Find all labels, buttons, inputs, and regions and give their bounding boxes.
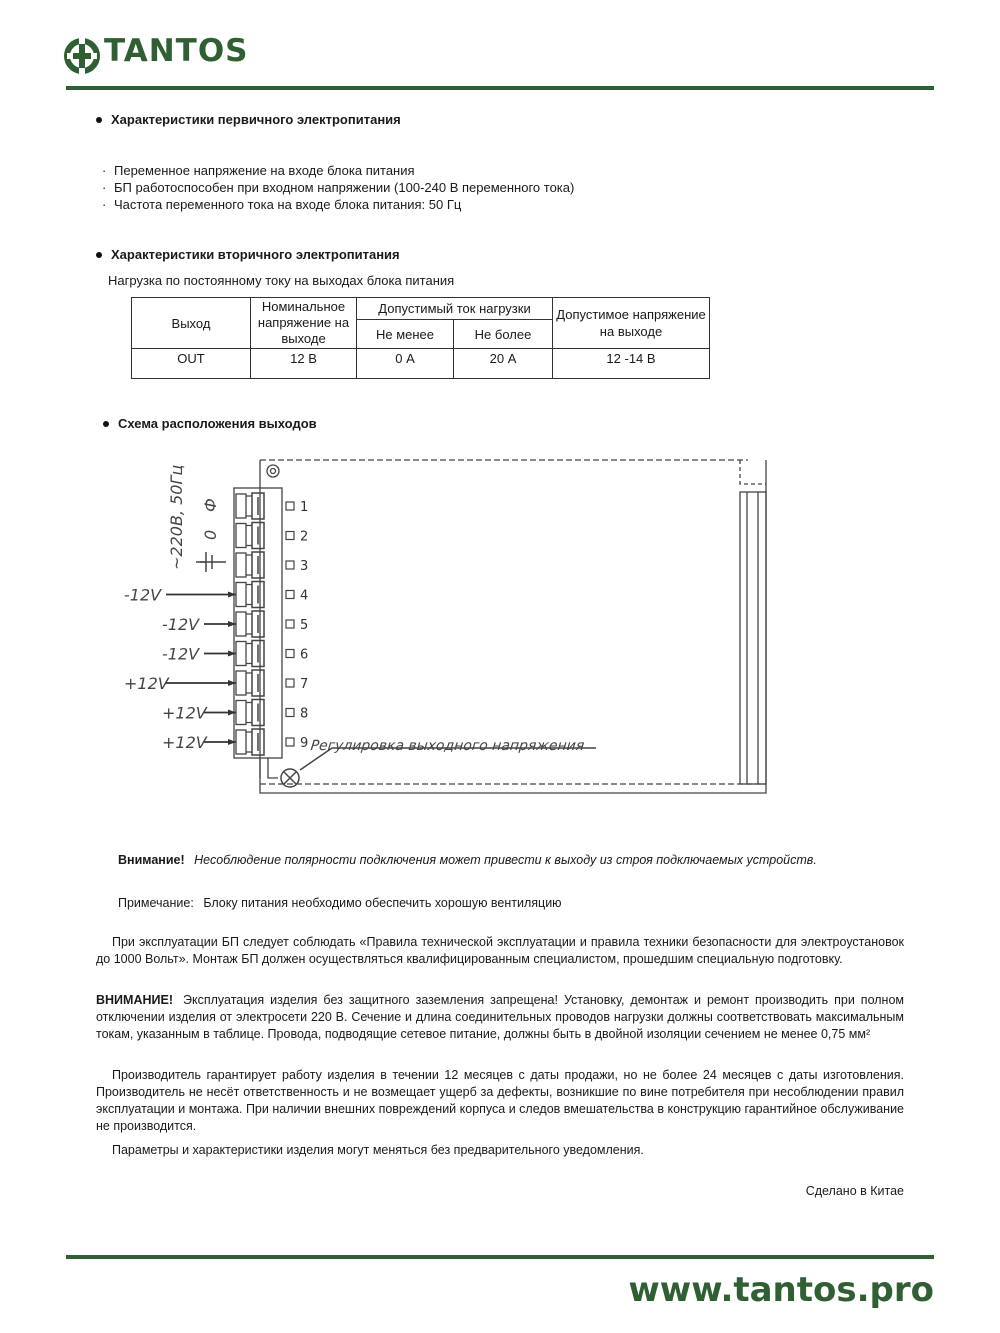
terminal-number: 4: [300, 588, 309, 604]
list-item: · Частота переменного тока на входе блока питания: 50 Гц: [102, 197, 462, 212]
terminal-number: 5: [300, 618, 309, 633]
input-label-zero: 0: [201, 529, 220, 540]
terminal-8: [236, 700, 308, 726]
terminal-6: [236, 641, 308, 667]
table-cell: 0 А: [357, 349, 454, 379]
terminal-2: [236, 523, 308, 549]
warning-text: Несоблюдение полярности подключения может привести к выходу из строя подключаемых устройств.: [194, 853, 817, 867]
tantos-logo-icon: [62, 36, 102, 76]
table-header: Допустимый ток нагрузки: [357, 298, 553, 320]
note-label: Примечание:: [118, 896, 194, 910]
terminal-9: [236, 729, 308, 755]
arrow-icon: [228, 710, 236, 716]
bullet-icon: [96, 252, 102, 258]
arrow-icon: [228, 739, 236, 745]
ground-screw-icon: [267, 465, 279, 477]
bullet-icon: [96, 117, 102, 123]
primary-list: [102, 162, 574, 213]
list-item: · БП работоспособен при входном напряжении (100-240 В переменного тока): [102, 180, 575, 195]
terminal-number: 3: [300, 559, 309, 574]
terminal-diagram: [110, 448, 790, 808]
terminal-number: 7: [300, 677, 309, 692]
terminal-number: 9: [300, 736, 309, 751]
attention-label: ВНИМАНИЕ!: [96, 993, 173, 1007]
terminal-7: [236, 670, 308, 696]
made-in-text: Сделано в Китае: [805, 1184, 904, 1198]
logo-text: TANTOS: [104, 33, 249, 69]
terminal-5: [236, 611, 308, 637]
arrow-icon: [228, 651, 236, 657]
website-link[interactable]: www.tantos.pro: [628, 1270, 934, 1310]
table-header: Номинальное напряжение на выходе: [251, 298, 357, 349]
output-label: +12V: [162, 703, 207, 723]
secondary-subtitle: Нагрузка по постоянному току на выходах блока питания: [108, 273, 455, 288]
table-cell: 12 В: [251, 349, 357, 379]
footer-rule: [66, 1255, 934, 1259]
warranty-paragraph: Производитель гарантирует работу изделия в течении 12 месяцев с даты продажи, но не более 24 месяцев с даты изготовления. Производитель не несёт ответственность и не возмещает ущерб за дефекты, возникшие по вине потребителя при несоблюдении правил эксплуатации и монтажа. При наличии внешних повреждений корпуса и следов вмешательства в конструкцию гарантийное обслуживание не производится.: [96, 1068, 904, 1133]
table-header: Не более: [454, 320, 553, 349]
table-cell: 12 -14 В: [553, 349, 710, 379]
input-label-mains: ~220В, 50Гц: [167, 464, 186, 570]
secondary-title: Характеристики вторичного электропитания: [96, 247, 400, 262]
terminal-4: [236, 582, 308, 608]
attention-text: Эксплуатация изделия без защитного заземления запрещена! Установку, демонтаж и ремонт производить при полном отключении изделия от электросети 220 В. Сечение и длина соединительных проводов нагрузки должны соответствовать максимальным токам, указанным в таблице. Провода, подводящие сетевое питание, должны быть в двойной изоляции сечением не менее 0,75 мм²: [96, 993, 904, 1041]
params-paragraph: Параметры и характеристики изделия могут меняться без предварительного уведомления.: [112, 1143, 644, 1157]
note-line: [118, 896, 562, 910]
arrow-icon: [228, 592, 236, 598]
terminal-number: 2: [300, 529, 309, 545]
header-rule: [66, 86, 934, 90]
attention-paragraph: [96, 992, 904, 1043]
table-header: Не менее: [357, 320, 454, 349]
spec-table: [131, 297, 710, 379]
arrow-icon: [228, 680, 236, 686]
table-header: Выход: [132, 298, 251, 349]
diagram-title: Схема расположения выходов: [103, 416, 317, 431]
operation-paragraph: При эксплуатации БП следует соблюдать «Правила технической эксплуатации и правила техники безопасности для электроустановок до 1000 Вольт». Монтаж БП должен осуществляться квалифицированным специалистом, прошедшим специальную подготовку.: [96, 935, 904, 966]
terminal-number: 1: [300, 500, 309, 515]
output-label: -12V: [162, 644, 200, 664]
terminal-number: 6: [300, 647, 309, 663]
output-label: -12V: [162, 615, 200, 634]
table-header: Допустимое напряжение на выходе: [553, 298, 710, 349]
warning-line: [118, 853, 817, 867]
input-label-phase: Ф: [201, 498, 220, 512]
list-item: · Переменное напряжение на входе блока питания: [102, 163, 415, 178]
table-cell: 20 А: [454, 349, 553, 379]
terminal-number: 8: [300, 706, 309, 722]
terminal-1: [236, 493, 308, 519]
terminal-list: [236, 493, 308, 755]
output-label: +12V: [162, 733, 207, 752]
adjust-label: Регулировка выходного напряжения: [309, 738, 586, 754]
primary-title: Характеристики первичного электропитания: [96, 112, 401, 127]
output-label: -12V: [124, 585, 162, 605]
bullet-icon: [103, 421, 109, 427]
note-text: Блоку питания необходимо обеспечить хорошую вентиляцию: [203, 896, 562, 910]
output-label: +12V: [124, 674, 169, 693]
table-cell: OUT: [132, 349, 251, 379]
warning-label: Внимание!: [118, 853, 185, 867]
earth-icon: [196, 552, 226, 572]
terminal-3: [236, 552, 308, 578]
arrow-icon: [228, 621, 236, 627]
